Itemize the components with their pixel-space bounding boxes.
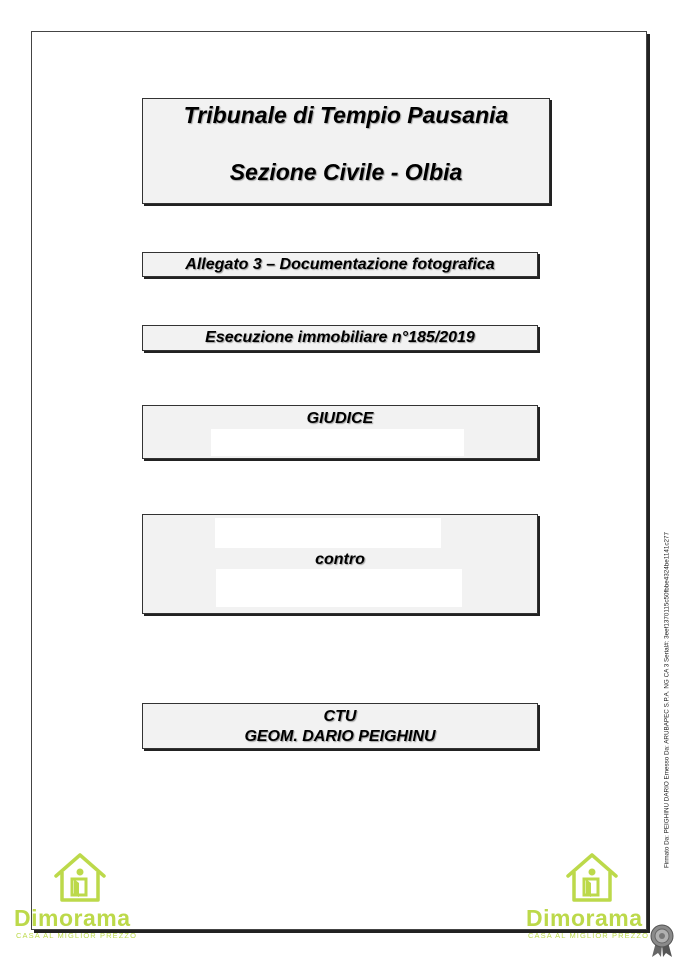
watermark-slogan: CASA AL MIGLIOR PREZZO (528, 931, 650, 940)
watermark-left (14, 852, 154, 942)
judge-box (142, 405, 538, 459)
watermark-brand: Dimorama (14, 905, 131, 931)
contro-label: contro (315, 551, 365, 568)
house-logo-icon (52, 852, 108, 904)
creditor-redacted (215, 518, 441, 548)
attachment-title: Allegato 3 – Documentazione fotografica (142, 252, 538, 277)
court-section: Sezione Civile - Olbia (229, 159, 463, 185)
debtor-redacted (216, 569, 462, 607)
judge-redacted (211, 429, 464, 456)
court-name: Tribunale di Tempio Pausania (183, 102, 509, 128)
court-title-box (142, 98, 550, 204)
seal-icon (648, 924, 676, 958)
watermark-brand: Dimorama (526, 905, 643, 931)
expert-box (142, 703, 538, 749)
house-logo-icon (564, 852, 620, 904)
expert-name: GEOM. DARIO PEIGHINU (244, 728, 436, 745)
watermark-slogan: CASA AL MIGLIOR PREZZO (16, 931, 138, 940)
parties-box (142, 514, 538, 614)
case-number: Esecuzione immobiliare n°185/2019 (142, 325, 538, 351)
digital-signature-text: Firmato Da: PEIGHINU DARIO Emesso Da: ARUBAPEC S.P.A. NG CA 3 Serial#: 3eef1370115c50fbbe4324be1141c277 (663, 532, 671, 869)
judge-label: GIUDICE (306, 410, 374, 427)
expert-role: CTU (323, 708, 357, 725)
watermark-right (526, 852, 666, 942)
